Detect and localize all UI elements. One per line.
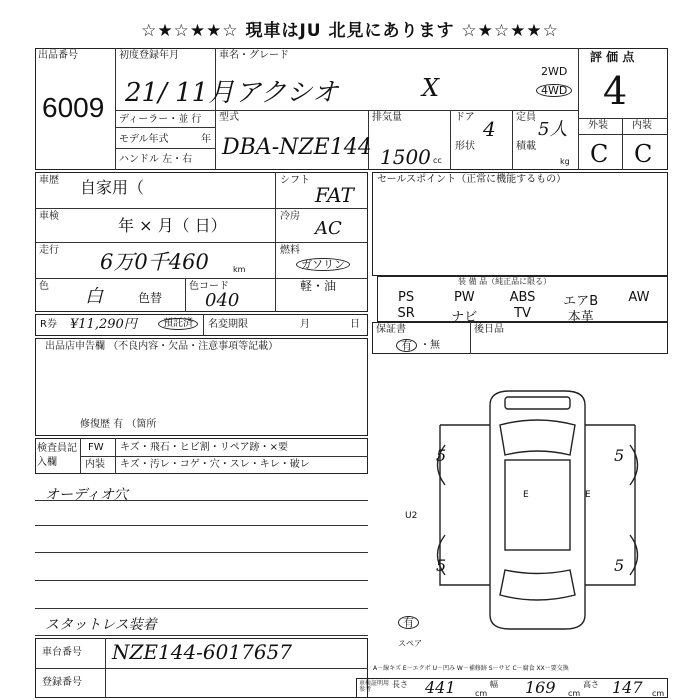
eq-leather: 本革 [567,310,594,325]
repair-label: 修復歴 有 （箇所 [80,419,157,430]
cert-label: 車検証明用参考 [359,680,390,693]
car-name-value: アクシオ [235,78,339,108]
damage-legend: A－線キズ E－エクボ U－凹み W－補修跡 S－サビ C－腐食 XX－要交換 [373,665,569,672]
recycle-label: R券 [40,319,57,330]
equipment-label: 装 備 品（純正品に限る） [458,277,552,286]
fuel-label: 燃料 [280,245,300,256]
2wd-label: 2WD [541,65,568,78]
eq-navi: ナビ [451,310,478,325]
fw-items: キズ・飛石・ヒビ割・リペア跡・×要 [120,442,288,453]
mileage-label: 走行 [39,245,59,256]
shift-label: シフト [280,175,310,186]
reg-no-label: 登録番号 [42,677,82,688]
length-value: 441 [425,678,456,697]
banner: ☆★☆★★☆ 現車はJU 北見にあります ☆★☆★★☆ [141,21,559,41]
chassis-value: NZE144-6017657 [112,640,292,664]
inspection-label: 車検 [39,211,59,222]
light-oil-label: 軽・油 [300,279,337,293]
tire-fl: 5 [436,446,447,465]
width-label: 幅 [490,680,498,689]
spare-label: スペア [398,639,422,648]
eq-ps: PS [398,290,415,305]
history-label: 車歴 [39,175,59,186]
mileage-value: 6万0千460 [100,250,209,274]
first-reg-label: 初度登録年月 [119,50,179,61]
fuel-value: ガソリン [296,258,350,271]
lot-no-value: 6009 [42,92,105,123]
length-cm: cm [475,689,488,698]
shape-label: 形状 [455,141,475,152]
kg-label: kg [560,157,570,166]
color-code-value: 040 [205,290,240,311]
width-cm: cm [568,689,581,698]
height-cm: cm [652,689,665,698]
manual-label: 後日品 [474,324,504,335]
warranty-label: 保証書 [376,324,406,335]
doors-value: 4 [483,117,496,141]
color-value: 白 [85,286,103,307]
note-studless: スタットレス装着 [45,617,157,633]
warranty-value: 有 [396,339,417,352]
lot-no-label: 出品番号 [38,50,78,61]
model-type-label: 型式 [219,112,239,123]
cc-label: cc [433,156,442,165]
rating-value: 4 [603,69,628,113]
selling-points-label: セールスポイント（正常に機能するもの） [377,174,567,185]
handle-label: ハンドル 左・右 [119,154,193,165]
ac-label: 冷房 [280,211,300,222]
damage-e2: E [585,490,591,500]
damage-u2: U2 [405,511,418,521]
ac-value: AC [315,218,342,239]
eq-airbag: エアB [563,294,599,309]
name-change-label: 名変期限 [208,319,248,330]
car-diagram [420,385,655,635]
absent-label: ・無 [420,340,440,351]
eq-pw: PW [453,290,475,305]
tire-rl: 5 [436,556,447,575]
interior-value: C [634,140,653,168]
model-year-label: モデル年式 [119,134,169,145]
first-reg-value: 21/ 11月 [125,78,235,108]
inspector-label: 検査員記入欄 [37,443,77,468]
eq-sr: SR [397,306,415,321]
color-label: 色 [39,281,49,292]
color-change-label: 色替 [138,291,163,305]
tire-fr: 5 [614,446,625,465]
4wd-value: 4WD [536,84,572,97]
length-label: 長さ [392,680,408,689]
displacement-label: 排気量 [372,112,402,123]
height-label: 高さ [583,680,599,689]
eq-tv: TV [514,306,531,321]
declaration-label: 出品店申告欄 （不良内容・欠品・注意事項等記載） [45,341,279,352]
fw-label: FW [88,442,104,453]
km-label: km [233,265,246,274]
model-type-value: DBA-NZE144 [222,135,372,160]
width-value: 169 [525,678,556,697]
interior2-label: 内装 [85,459,105,470]
grade-value: X [422,74,440,102]
height-value: 147 [612,678,643,697]
rating-label: 評 価 点 [590,50,635,64]
history-value: 自家用（ [80,178,145,197]
deposit-value: 預託済 [158,318,198,330]
selling-points-box [372,172,668,276]
chassis-label: 車台番号 [42,647,82,658]
int-items: キズ・汚レ・コゲ・穴・スレ・キレ・破レ [120,459,310,470]
eq-aw: AW [628,290,650,305]
damage-e1: E [523,490,529,500]
dealer-label: ディーラー・並 行 [119,114,202,125]
inspection-value: 年 × 月（ 日） [118,216,227,235]
exterior-label: 外装 [588,120,608,131]
day-label: 日 [350,319,360,330]
displacement-value: 1500 [380,145,431,169]
shift-value: FAT [315,183,354,207]
exterior-value: C [590,140,609,168]
car-name-label: 車名・グレード [219,50,289,61]
doors-label: ドア [455,112,475,123]
note-audio-hole: オーディオ穴 [45,487,128,503]
load-label: 積載 [516,141,536,152]
spare-value: 有 [398,616,419,629]
warranty-box [372,322,668,354]
capacity-label: 定員 [516,112,536,123]
eq-abs: ABS [509,290,536,305]
year-label: 年 [201,134,211,145]
tire-rr: 5 [614,556,625,575]
recycle-value: ¥11,290円 [70,317,137,332]
interior-label: 内装 [632,120,652,131]
color-code-label: 色コード [189,281,229,292]
month-label: 月 [300,319,310,330]
capacity-value: 5人 [538,119,568,140]
